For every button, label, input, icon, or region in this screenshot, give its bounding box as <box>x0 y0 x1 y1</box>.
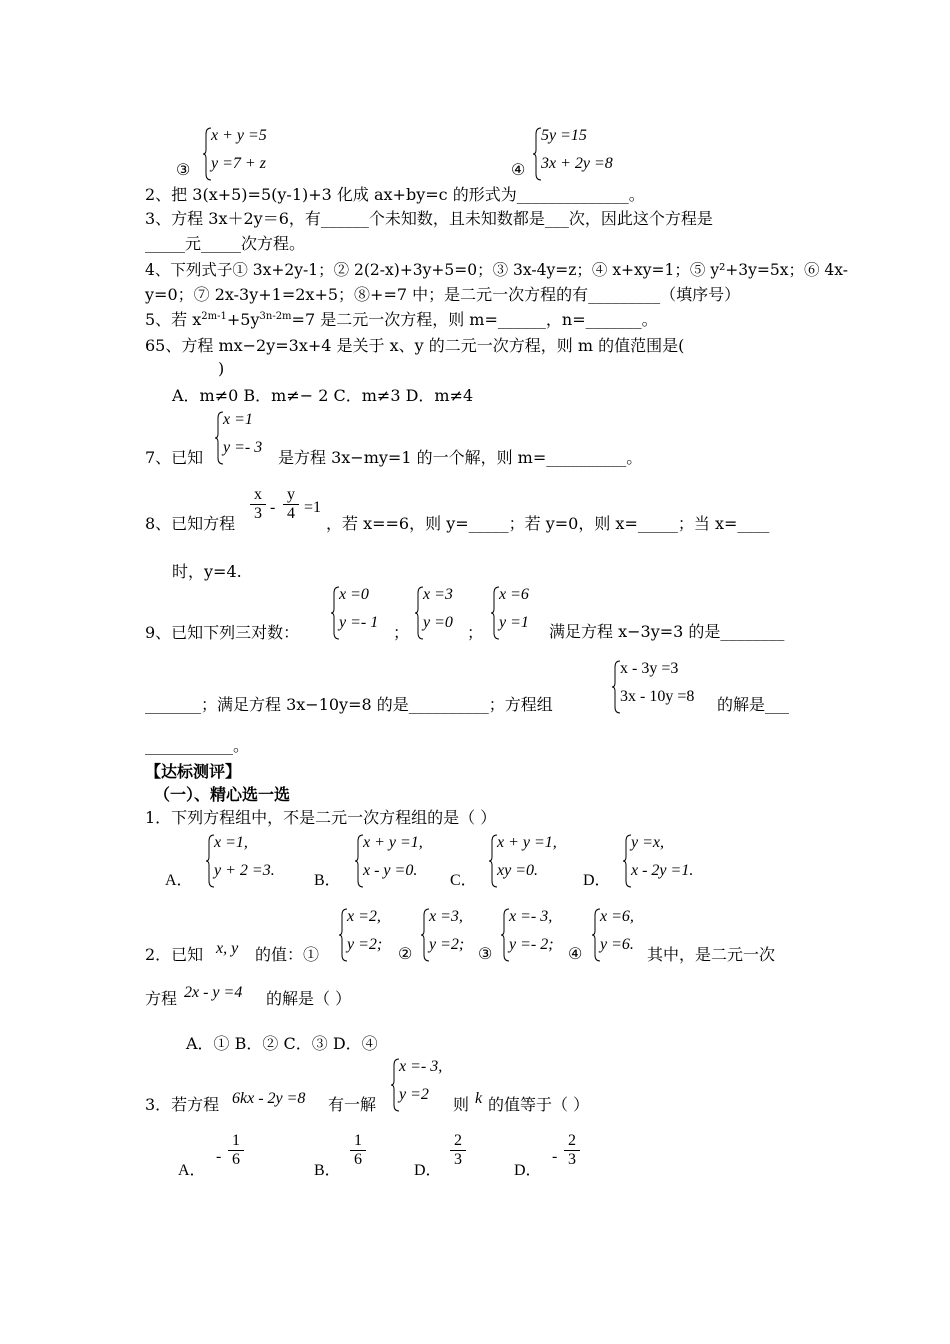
system-row: x =6, <box>600 908 634 925</box>
mc3-k: k <box>475 1090 483 1107</box>
system-row: y =2; <box>429 936 465 953</box>
question-8-line2: 时，y=4. <box>172 562 242 581</box>
system-row: y =7 + z <box>211 155 266 172</box>
system-row: x =2, <box>347 908 381 925</box>
question-9-line2-post: 的解是___ <box>717 695 790 714</box>
q9-semicolon: ； <box>393 625 410 642</box>
mc3-post-a: 则 <box>453 1095 470 1114</box>
mc3-option-c-label: D． <box>414 1162 442 1179</box>
mc3-option-b-fraction <box>350 1132 366 1169</box>
system-row: x =- 3, <box>509 908 553 925</box>
mc1-question: 1．下列方程组中，不是二元一次方程组的是（ ） <box>145 808 497 827</box>
system-row: 3x + 2y =8 <box>541 155 613 172</box>
question-9-line2: _______；满足方程 3x−10y=8 的是__________；方程组 <box>145 695 553 714</box>
fraction-numerator: x <box>254 486 262 503</box>
system-row: y =2 <box>399 1086 429 1103</box>
mc3-option-a-label: A． <box>178 1162 206 1179</box>
mc3-option-a-fraction <box>228 1132 244 1169</box>
question-6-line2: ) <box>218 359 225 378</box>
question-6-options: A．m≠0 B．m≠− 2 C．m≠3 D．m≠4 <box>172 386 474 405</box>
mc3-equation: 6kx - 2y =8 <box>232 1090 306 1107</box>
question-2: 2、把 3(x+5)=5(y-1)+3 化成 ax+by=c 的形式为______________。 <box>145 185 645 204</box>
label-circle-4: ④ <box>511 162 526 179</box>
mc2-circle-4: ④ <box>568 946 583 963</box>
q9-semicolon: ； <box>467 625 484 642</box>
mc3-option-d-fraction <box>564 1132 580 1169</box>
question-7-post: 是方程 3x−my=1 的一个解，则 m=__________。 <box>278 448 643 467</box>
system-row: x + y =5 <box>211 127 267 144</box>
mc3-option-a-sign: - <box>216 1148 222 1165</box>
fraction-denominator: 3 <box>254 505 262 522</box>
mc2-mid: 的值：① <box>255 945 320 964</box>
mc1-option-c-label: C． <box>450 872 477 889</box>
mc2-post: 其中，是二元一次 <box>647 945 776 964</box>
mc2-circle-2: ② <box>398 946 413 963</box>
system-row: y =- 3 <box>223 439 263 456</box>
system-row: x - y =0. <box>363 862 418 879</box>
mc1-option-b-label: B． <box>314 872 341 889</box>
mc1-option-a-label: A． <box>165 872 193 889</box>
q5-text-a: 5、若 x <box>145 310 202 329</box>
system-row: y =x, <box>631 834 664 851</box>
fraction-denominator: 4 <box>287 505 295 522</box>
mc3-option-b-label: B． <box>314 1162 341 1179</box>
question-3-line2: _____元_____次方程。 <box>145 234 306 253</box>
question-8-post: ，若 x==6，则 y=_____；若 y=0，则 x=_____；当 x=____ <box>326 514 770 533</box>
fraction-numerator: y <box>287 486 295 503</box>
label-circle-3: ③ <box>176 162 191 179</box>
question-4-line1: 4、下列式子① 3x+2y-1；② 2(2-x)+3y+5=0；③ 3x-4y=z；④ x+xy=1；⑤ y²+3y=5x；⑥ 4x- <box>145 261 848 279</box>
mc3-post-b: 的值等于（ ） <box>488 1095 590 1114</box>
q5-text-c: =7 是二元一次方程，则 m=______，n=_______。 <box>291 310 658 329</box>
mc3-mid: 有一解 <box>328 1095 377 1114</box>
system-row: x - 3y =3 <box>620 660 679 677</box>
mc2-options: A．① B．② C．③ D．④ <box>186 1034 378 1053</box>
system-row: x =1, <box>214 834 248 851</box>
mc3-option-d-sign: - <box>552 1148 558 1165</box>
question-3-line1: 3、方程 3x＋2y＝6，有______个未知数，且未知数都是___次，因此这个方程是 <box>145 209 713 228</box>
fraction-numerator: 1 <box>232 1132 240 1149</box>
q8-fraction-1 <box>250 486 266 523</box>
fraction-numerator: 2 <box>454 1132 462 1149</box>
section-title: 【达标测评】 <box>145 762 242 781</box>
mc2-pre: 2．已知 <box>145 945 204 964</box>
q5-exponent-1: 2m-1 <box>201 311 227 322</box>
system-row: y =- 2; <box>509 936 554 953</box>
question-9-line3: ___________。 <box>145 736 250 755</box>
q5-exponent-2: 3n-2m <box>259 311 292 322</box>
q8-equals: =1 <box>304 499 322 516</box>
fraction-denominator: 3 <box>568 1151 576 1168</box>
system-row: x =1 <box>223 411 253 428</box>
system-row: x + y =1, <box>363 834 423 851</box>
question-9-post: 满足方程 x−3y=3 的是________ <box>549 622 785 641</box>
system-row: y =- 1 <box>339 614 379 631</box>
question-7-pre: 7、已知 <box>145 448 204 467</box>
question-8-pre: 8、已知方程 <box>145 514 236 533</box>
system-row: y =2; <box>347 936 383 953</box>
system-row: y =6. <box>600 936 634 953</box>
q8-minus: - <box>270 499 276 516</box>
system-row: x =6 <box>499 586 529 603</box>
question-6-line1: 65、方程 mx−2y=3x+4 是关于 x、y 的二元一次方程，则 m 的值范围是( <box>145 336 685 355</box>
mc2-equation: 2x - y =4 <box>184 984 243 1001</box>
q8-fraction-2 <box>283 486 299 523</box>
fraction-numerator: 2 <box>568 1132 576 1149</box>
system-row: x =3, <box>429 908 463 925</box>
fraction-numerator: 1 <box>354 1132 362 1149</box>
mc2-line2-pre: 方程 <box>145 989 178 1008</box>
fraction-denominator: 3 <box>454 1151 462 1168</box>
system-row: x + y =1, <box>497 834 557 851</box>
system-row: y =1 <box>499 614 529 631</box>
system-row: x =0 <box>339 586 369 603</box>
fraction-denominator: 6 <box>232 1151 240 1168</box>
mc2-circle-3: ③ <box>478 946 493 963</box>
mc3-option-c-fraction <box>450 1132 466 1169</box>
system-row: x =3 <box>423 586 453 603</box>
mc2-vars: x, y <box>216 940 239 957</box>
question-4-line2: y=0；⑦ 2x-3y+1=2x+5；⑧+=7 中；是二元一次方程的有_________（填序号） <box>145 285 741 304</box>
system-row: xy =0. <box>497 862 538 879</box>
mc2-line2-post: 的解是（ ） <box>266 989 352 1008</box>
mc3-option-d-label: D． <box>514 1162 542 1179</box>
system-row: x =- 3, <box>399 1058 443 1075</box>
mc1-option-d-label: D． <box>583 872 611 889</box>
question-9-pre: 9、已知下列三对数： <box>145 623 300 642</box>
system-row: 3x - 10y =8 <box>620 688 695 705</box>
system-row: y + 2 =3. <box>214 862 275 879</box>
system-row: y =0 <box>423 614 453 631</box>
mc3-pre: 3．若方程 <box>145 1095 220 1114</box>
system-row: 5y =15 <box>541 127 587 144</box>
system-row: x - 2y =1. <box>631 862 694 879</box>
fraction-denominator: 6 <box>354 1151 362 1168</box>
question-5 <box>145 309 658 331</box>
subsection-title: （一）、精心选一选 <box>154 785 291 804</box>
q5-text-b: +5y <box>226 310 260 329</box>
